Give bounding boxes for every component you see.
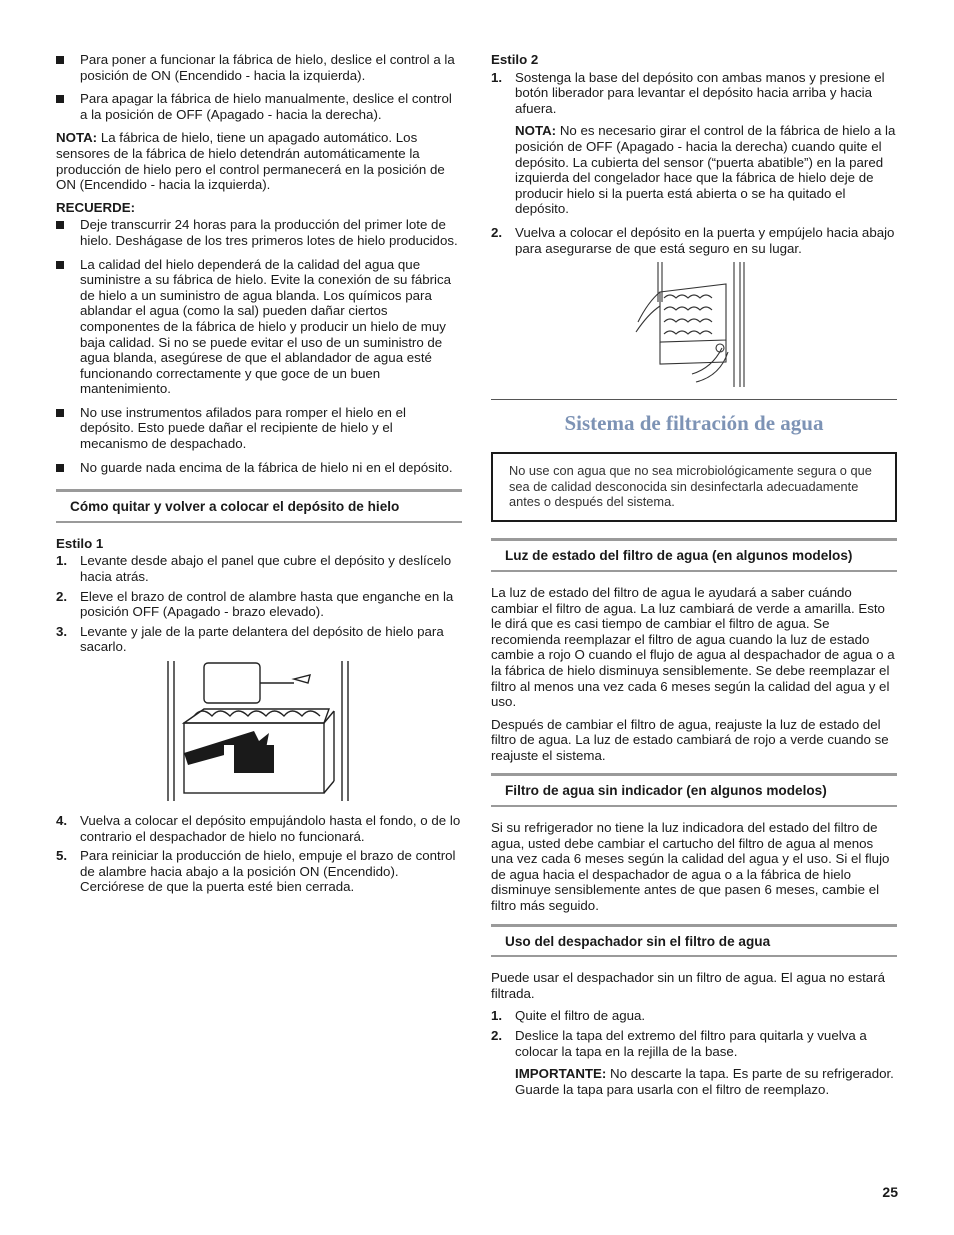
paragraph: La luz de estado del filtro de agua le ayudará a saber cuándo cambiar el filtro de agua. La luz cambiará de verde a amarilla. Esto le dirá que es casi tiempo de cambiar el filtro de agua. Se recomienda reemplazar el filtro de agua cuando la luz de estado cambie a rojo O cuando el flujo de agua al despachador de agua o a la fábrica de hielo disminuya sensiblemente. Se debe reemplazar el filtro al menos una vez cada 6 meses según la calidad del agua y el uso. — [491, 584, 895, 710]
step-item: 1. Sostenga la base del depósito con ambas manos y presione el botón liberador para levantar el depósito hacia arriba y hacia afuera. NOTA: No es necesario girar el control de la fábrica de hielo a la posición de OFF (Apagado - hacia la derecha) cuando quite el depósito. La cubierta del sensor (“puerta abatible”) en la pared izquierda del congelador hace que la fábrica de hielo deje de producir hielo si la puerta está abierta o se ha quitado el depósito. — [491, 69, 896, 217]
estilo2-steps — [491, 70, 897, 257]
list-item: No use instrumentos afilados para romper el hielo en el depósito. Esto puede dañar el recipiente de hielo y el mecanismo de despachado. — [56, 405, 462, 452]
subhead-filter-no-indicator: Filtro de agua sin indicador (en algunos modelos) — [491, 773, 897, 807]
nota-paragraph — [56, 130, 462, 192]
section-rule — [491, 399, 897, 400]
step-item: 1. Levante desde abajo el panel que cubre el depósito y deslícelo hacia atrás. — [56, 553, 452, 585]
list-item: La calidad del hielo dependerá de la calidad del agua que suministre a su fábrica de hielo. Evite la conexión de su fábrica de hielo a un suministro de agua blanda. Los químicos para ablandar el agua (como la sal) pueden dañar ciertos componentes de la fábrica de hielo y producir un hielo de muy baja calidad. Si no se puede evitar el uso de un suministro de agua blanda, asegúrese de que el ablandador de agua esté funcionando correctamente y que goce de un buen mantenimiento. — [56, 257, 462, 397]
ice-bin-door-illustration — [634, 262, 754, 387]
subhead-remove-bin: Cómo quitar y volver a colocar el depósito de hielo — [56, 489, 462, 523]
subhead-filter-status-light: Luz de estado del filtro de agua (en algunos modelos) — [491, 538, 897, 572]
ice-maker-bullets — [56, 52, 462, 122]
estilo1-steps-b — [56, 813, 462, 895]
estilo1-label: Estilo 1 — [56, 535, 104, 551]
page-number: 25 — [882, 1184, 898, 1200]
paragraph: Puede usar el despachador sin un filtro de agua. El agua no estará filtrada. — [491, 970, 886, 1001]
important-note: IMPORTANTE: No descarte la tapa. Es parte de su refrigerador. Guarde la tapa para usarla con el filtro de reemplazo. — [515, 1066, 894, 1097]
dispenser-steps — [491, 1008, 897, 1097]
step-item: 2. Vuelva a colocar el depósito en la puerta y empújelo hacia abajo para asegurarse de que está seguro en su lugar. — [491, 224, 895, 256]
left-column — [56, 52, 462, 901]
paragraph: Si su refrigerador no tiene la luz indicadora del estado del filtro de agua, usted debe cambiar el cartucho del filtro de agua al menos una vez cada 6 meses según la calidad del agua y el uso. Si el flujo de agua hacia el despachador de agua o a la fábrica de hielo disminuye sensiblemente antes de que pasen 6 meses, cambie el filtro más seguido. — [491, 820, 890, 914]
step-item: 3. Levante y jale de la parte delantera del depósito de hielo para sacarlo. — [56, 623, 444, 655]
list-item: No guarde nada encima de la fábrica de hielo ni en el depósito. — [56, 460, 462, 476]
recuerde-label: RECUERDE: — [56, 199, 136, 215]
step-item: 1. Quite el filtro de agua. — [491, 1008, 646, 1024]
recuerde-bullets — [56, 217, 462, 475]
estilo2-label: Estilo 2 — [491, 52, 539, 67]
list-item: Deje transcurrir 24 horas para la producción del primer lote de hielo. Deshágase de los tres primeros lotes de hielo producidos. — [56, 217, 462, 248]
ice-bin-removal-illustration — [164, 661, 354, 801]
nota-label: NOTA: — [56, 130, 98, 146]
subhead-dispenser-without-filter: Uso del despachador sin el filtro de agua — [491, 924, 897, 958]
section-title: Sistema de filtración de agua — [564, 411, 824, 436]
nota-text: La fábrica de hielo, tiene un apagado automático. Los sensores de la fábrica de hielo detendrán automáticamente la producción de hielo pero el control permanecerá en la posición de ON (Encendido - hacia la izquierda). — [56, 130, 445, 193]
paragraph: Después de cambiar el filtro de agua, reajuste la luz de estado del filtro de agua. La luz de estado cambiará de rojo a verde cuando se reajuste el sistema. — [491, 716, 889, 763]
step-item: 4. Vuelva a colocar el depósito empujándolo hasta el fondo, o de lo contrario el despachador de hielo no funcionará. — [56, 813, 461, 844]
right-column — [491, 52, 897, 1103]
step-item: 5. Para reiniciar la producción de hielo, empuje el brazo de control de alambre hacia abajo a la posición ON (Encendido). Cerciórese de que la puerta esté bien cerrada. — [56, 848, 456, 895]
list-item: Para apagar la fábrica de hielo manualmente, deslice el control a la posición de OFF (Apagado - hacia la derecha). — [56, 91, 462, 122]
step-item: 2. Deslice la tapa del extremo del filtro para quitarla y vuelva a colocar la tapa en la rejilla de la base. IMPORTANTE: No descarte la tapa. Es parte de su refrigerador. Guarde la tapa para usarla con el filtro de reemplazo. — [491, 1028, 897, 1097]
step-item: 2. Eleve el brazo de control de alambre hasta que enganche en la posición OFF (Apagado - brazo elevado). — [56, 588, 454, 620]
list-item: Para poner a funcionar la fábrica de hielo, deslice el control a la posición de ON (Encendido - hacia la izquierda). — [56, 52, 462, 83]
step1-note: NOTA: No es necesario girar el control de la fábrica de hielo a la posición de OFF (Apagado - hacia la derecha) cuando quite el depósito. La cubierta del sensor (“puerta abatible”) en la pared izquierda del congelador hace que la fábrica de hielo deje de producir hielo si la puerta está abierta o se ha quitado el depósito. — [515, 123, 896, 217]
warning-box: No use con agua que no sea microbiológicamente segura o que sea de calidad desconocida sin desinfectarla adecuadamente antes o después del sistema. — [491, 452, 897, 522]
estilo1-steps-a — [56, 553, 462, 655]
